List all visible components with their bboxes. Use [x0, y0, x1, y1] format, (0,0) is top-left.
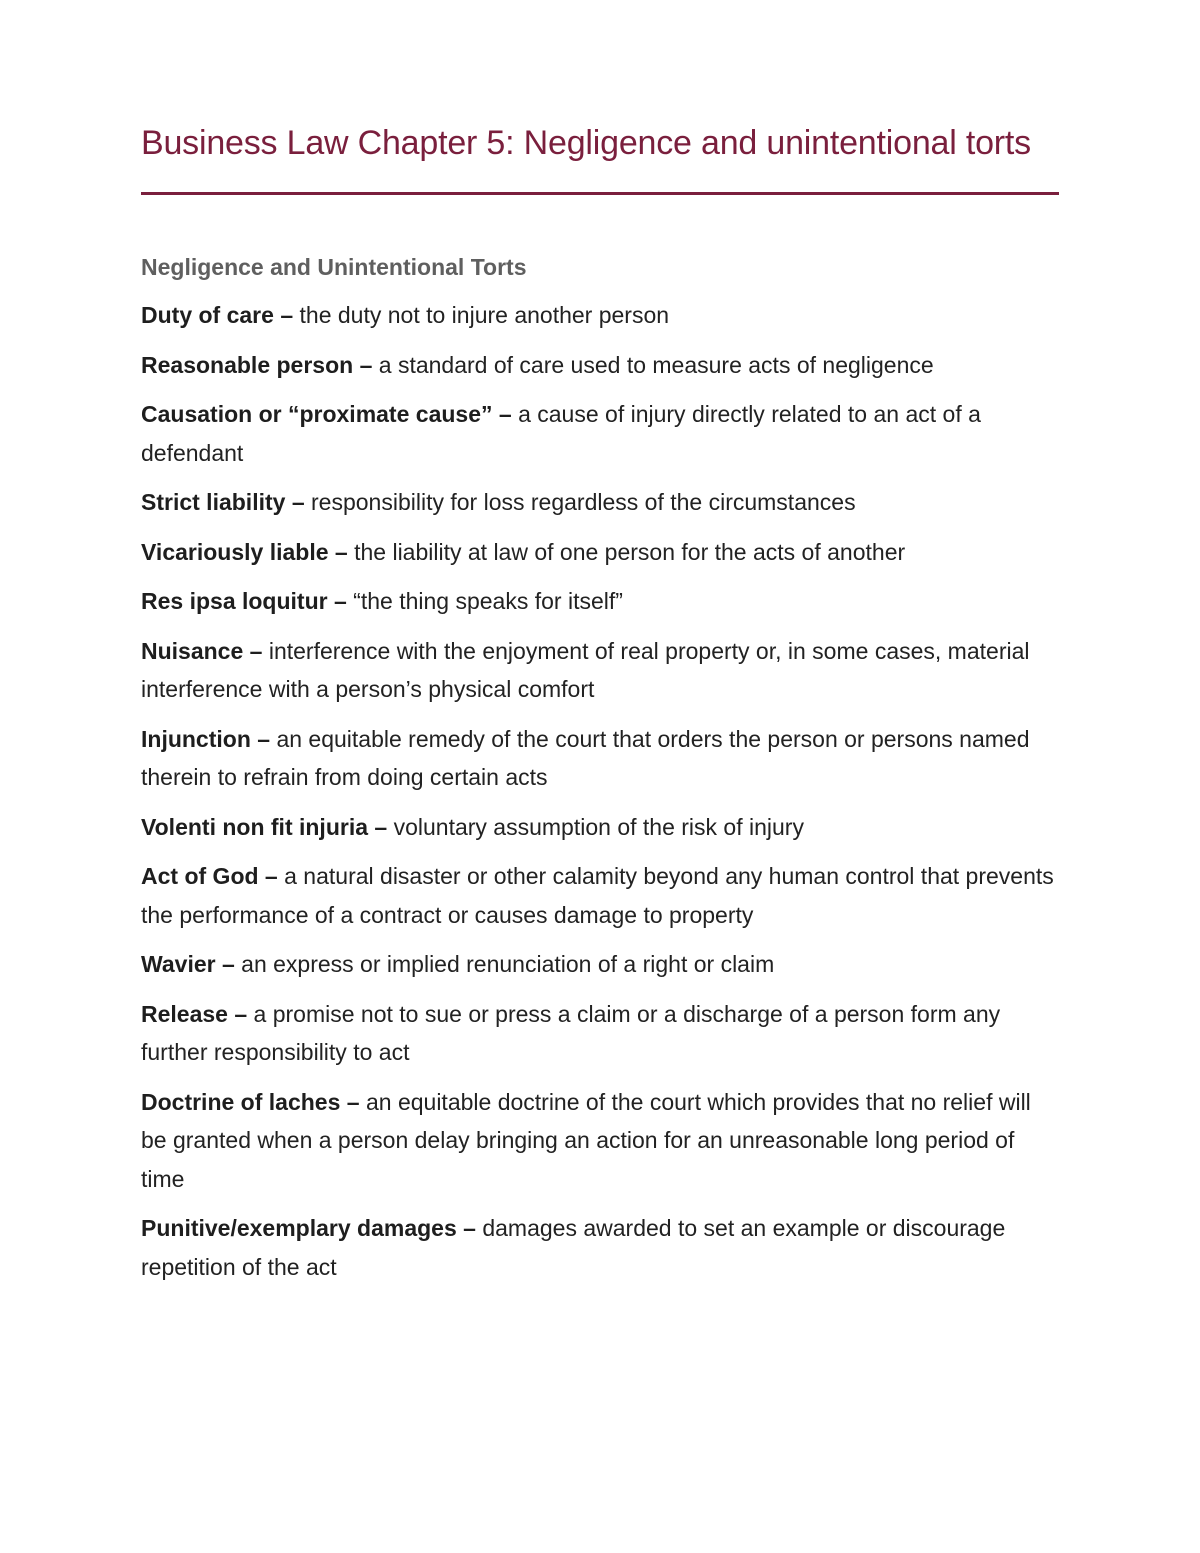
term-separator: – — [243, 637, 269, 664]
glossary-entry — [141, 1209, 1059, 1286]
glossary-entry — [141, 720, 1059, 797]
glossary-term: Vicariously liable — [141, 538, 329, 565]
glossary-entry — [141, 346, 1059, 385]
glossary-entry — [141, 808, 1059, 847]
term-separator: – — [273, 302, 300, 328]
glossary-entry — [141, 296, 1059, 335]
glossary-definition: “the thing speaks for itself” — [353, 588, 623, 614]
glossary-definition: interference with the enjoyment of real property or, in some cases, material interference with a person’s physical comfort — [141, 637, 1030, 702]
glossary-definition: an equitable doctrine of the court which provides that no relief will be granted when a person delay bringing an action for an unreasonable long period of time — [141, 1088, 1031, 1192]
glossary-definition: a standard of care used to measure acts of negligence — [378, 351, 934, 378]
glossary-term: Strict liability — [141, 489, 286, 515]
glossary-entry — [141, 1083, 1059, 1199]
glossary-term: Volenti non fit injuria — [141, 813, 369, 840]
glossary-entry — [141, 533, 1059, 572]
glossary-entry — [141, 582, 1059, 621]
glossary-entry — [141, 995, 1059, 1072]
term-separator: – — [368, 813, 394, 840]
glossary-definition: a cause of injury directly related to an act of a defendant — [141, 401, 981, 466]
term-separator: – — [492, 401, 519, 427]
term-separator: – — [456, 1215, 483, 1241]
glossary-definition: a promise not to sue or press a claim or a discharge of a person form any further responsibility to act — [141, 1000, 1001, 1065]
glossary-term: Wavier — [141, 951, 216, 977]
glossary-term: Res ipsa loquitur — [141, 588, 328, 614]
section-heading: Negligence and Unintentional Torts — [141, 254, 527, 280]
glossary-term: Doctrine of laches — [141, 1088, 341, 1115]
document-page — [141, 118, 1059, 1297]
glossary-entry — [141, 395, 1059, 472]
term-separator: – — [353, 351, 379, 378]
glossary-list — [141, 296, 1059, 1286]
glossary-term: Act of God — [141, 863, 259, 889]
glossary-definition: responsibility for loss regardless of the circumstances — [311, 489, 856, 515]
document-title: Business Law Chapter 5: Negligence and unintentional torts — [141, 124, 1031, 162]
glossary-definition: an express or implied renunciation of a right or claim — [241, 951, 775, 977]
glossary-entry — [141, 857, 1059, 934]
glossary-definition: a natural disaster or other calamity beyond any human control that prevents the performance of a contract or causes damage to property — [141, 863, 1054, 928]
glossary-term: Causation or “proximate cause” — [141, 401, 493, 427]
glossary-definition: voluntary assumption of the risk of injury — [393, 813, 804, 840]
glossary-term: Release — [141, 1000, 228, 1027]
glossary-definition: damages awarded to set an example or discourage repetition of the act — [141, 1215, 1006, 1280]
glossary-term: Nuisance — [141, 637, 244, 664]
glossary-entry — [141, 632, 1059, 709]
glossary-definition: the duty not to injure another person — [299, 302, 670, 328]
term-separator: – — [340, 1088, 366, 1115]
term-separator: – — [227, 1000, 254, 1027]
glossary-term: Duty of care — [141, 302, 274, 328]
term-separator: – — [285, 489, 312, 515]
glossary-definition: the liability at law of one person for the acts of another — [354, 538, 906, 565]
term-separator: – — [327, 588, 354, 614]
glossary-term: Punitive/exemplary damages — [141, 1215, 457, 1241]
term-separator: – — [258, 863, 285, 889]
glossary-term: Reasonable person — [141, 351, 354, 378]
glossary-entry — [141, 483, 1059, 522]
glossary-entry — [141, 945, 1059, 984]
glossary-term: Injunction — [141, 725, 251, 752]
term-separator: – — [250, 725, 277, 752]
term-separator: – — [215, 951, 242, 977]
term-separator: – — [328, 538, 355, 565]
title-divider — [141, 192, 1059, 195]
glossary-definition: an equitable remedy of the court that orders the person or persons named therein to refrain from doing certain acts — [141, 725, 1030, 790]
